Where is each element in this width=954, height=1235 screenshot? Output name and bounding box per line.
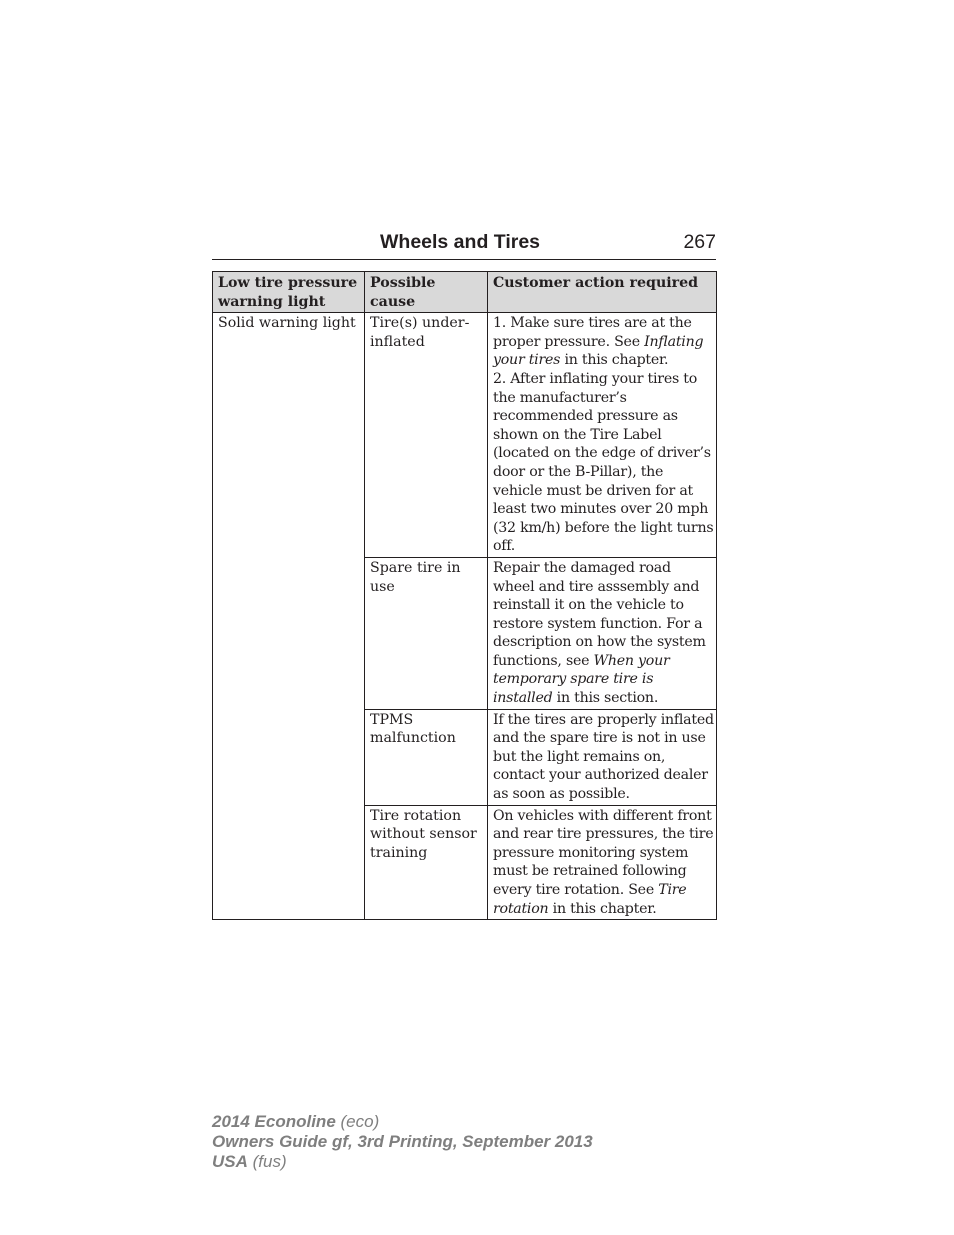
page-header [212, 229, 716, 260]
section-title: Wheels and Tires [380, 231, 541, 253]
action-text: in this chapter. [560, 352, 669, 369]
footer-market: USA [212, 1152, 248, 1171]
column-header-customer-action: Customer action required [488, 272, 717, 313]
cause-cell: TPMS malfunction [365, 709, 488, 805]
cross-reference-link-text: Inflating your tires [493, 333, 704, 369]
action-text: Repair the damaged road wheel and tire asssembly and reinstall it on the vehicle to restore system function. For a description on how the system functions, see [493, 559, 706, 669]
footer-guide: Owners Guide gf, 3rd Printing, September 2013 [212, 1132, 593, 1151]
footer-model-line [212, 1112, 593, 1132]
tpms-warning-table [212, 271, 717, 920]
action-cell [488, 709, 717, 805]
table-header-row [213, 272, 717, 313]
action-cell [488, 557, 717, 709]
cross-reference-link-text: Tire rotation [493, 882, 687, 917]
action-text: 1. Make sure tires are at the proper pressure. See [493, 315, 692, 350]
footer-market-line [212, 1152, 593, 1172]
action-text: in this section. [552, 690, 659, 707]
cause-cell: Spare tire in use [365, 557, 488, 709]
page-footer [212, 1112, 593, 1172]
action-text: On vehicles with different front and rear tire pressures, the tire pressure monitoring system must be retrained following every tire rotation. See [493, 807, 714, 898]
action-cell [488, 313, 717, 558]
action-text: If the tires are properly inflated and the spare tire is not in use but the light remains on, contact your authorized dealer as soon as possible. [493, 711, 714, 803]
warning-light-cell: Solid warning light [213, 313, 365, 920]
column-header-possible-cause: Possible cause [365, 272, 488, 313]
footer-market-code: (fus) [252, 1152, 287, 1171]
cause-cell: Tire rotation without sensor training [365, 805, 488, 920]
action-text: 2. After inflating your tires to the manufacturer’s recommended pressure as shown on the Tire Label (located on the edge of driver’s door or the B-Pillar), the vehicle must be driven for at least two minutes over 20 mph (32 km/h) before the light turns off. [493, 370, 714, 555]
action-text: in this chapter. [548, 900, 657, 917]
column-header-warning-light: Low tire pressure warning light [213, 272, 365, 313]
cause-cell: Tire(s) under-inflated [365, 313, 488, 558]
page-number: 267 [683, 231, 716, 253]
cross-reference-link-text: When your temporary spare tire is installed [493, 652, 670, 707]
action-cell [488, 805, 717, 920]
table-row [213, 313, 717, 558]
footer-model: 2014 Econoline [212, 1112, 336, 1131]
footer-model-code: (eco) [340, 1112, 380, 1131]
